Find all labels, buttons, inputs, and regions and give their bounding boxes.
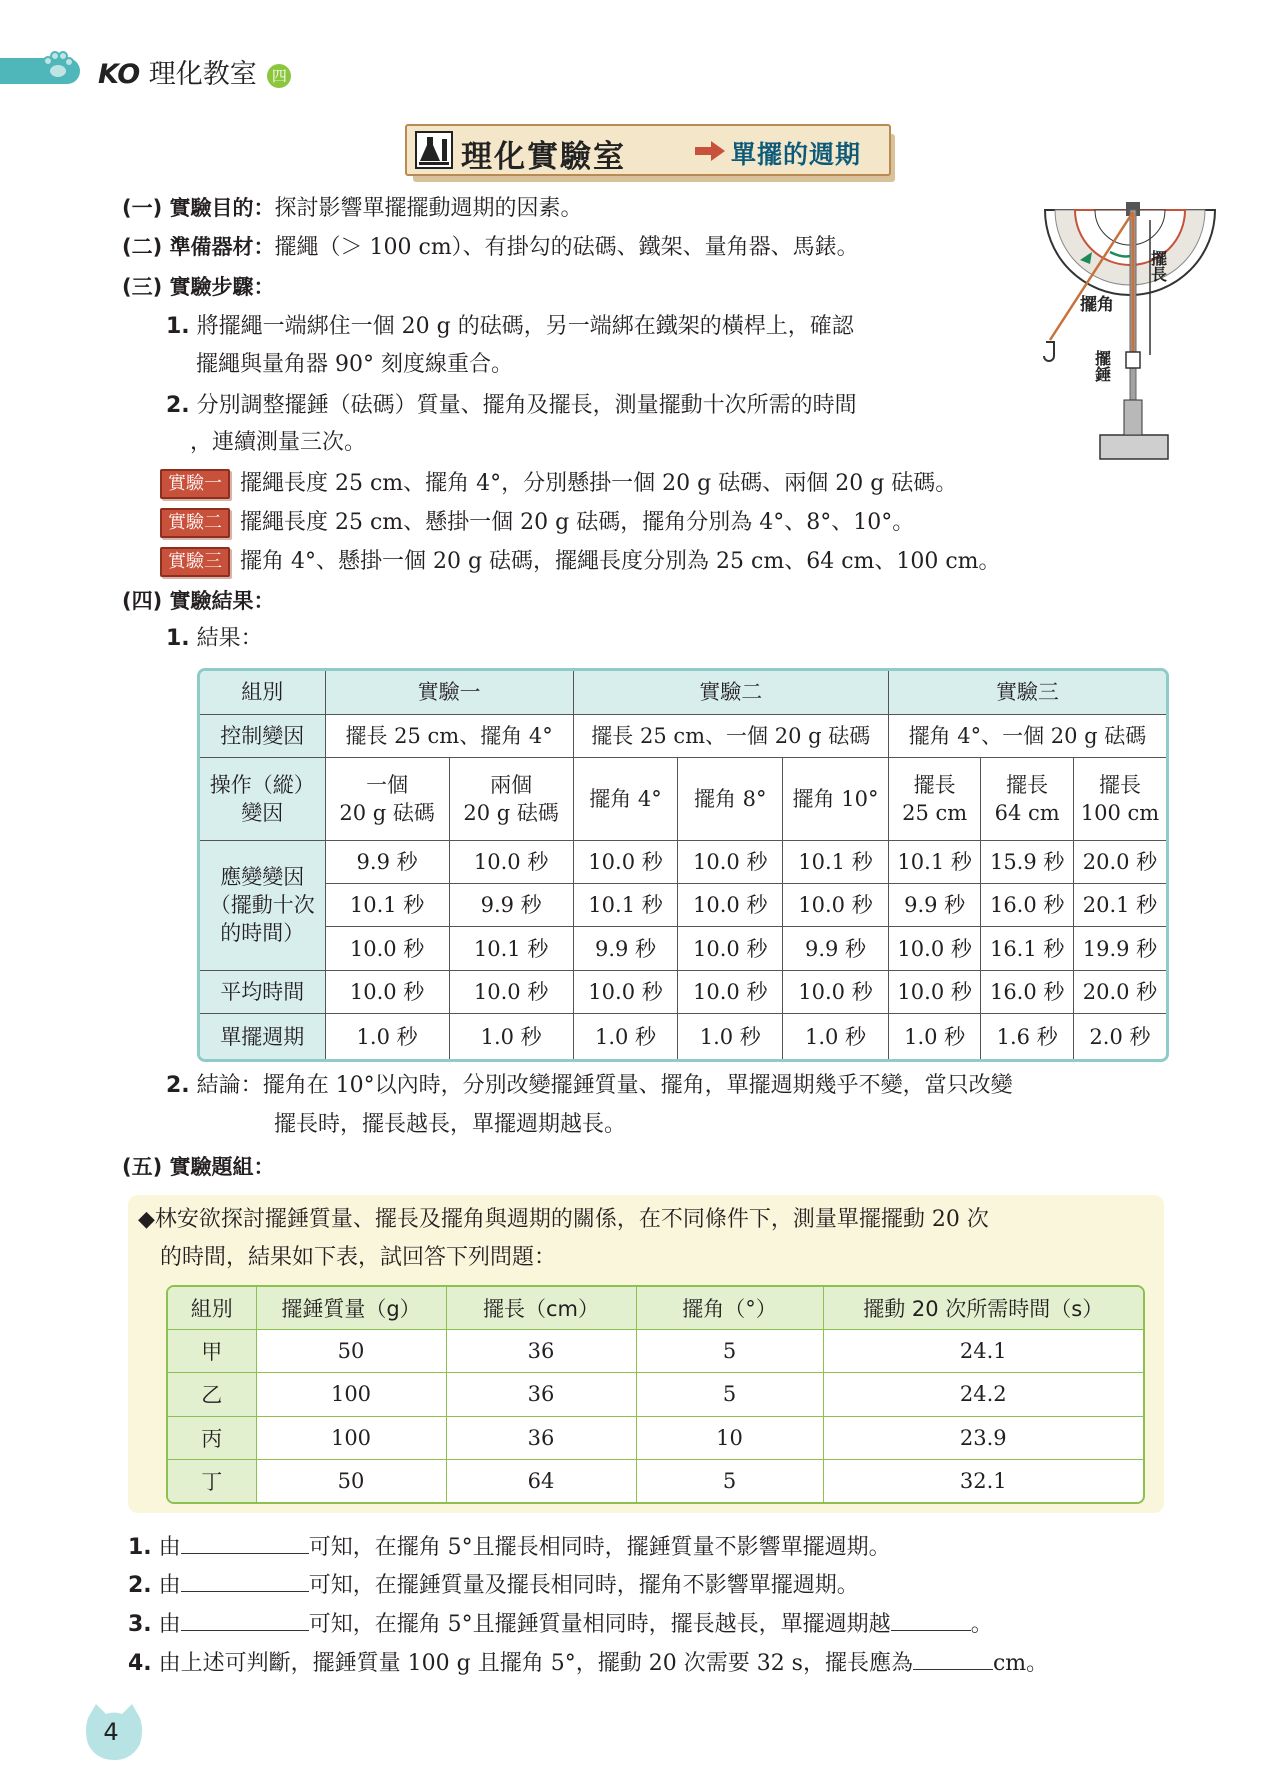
- table-cell: 16.0 秒: [981, 884, 1074, 927]
- section-purpose-text: 探討影響單擺擺動週期的因素。: [274, 196, 583, 221]
- table-cell: 100: [256, 1416, 446, 1459]
- experiment-1: 實驗一 擺繩長度 25 cm、擺角 4°，分別懸掛一個 20 g 砝碼、兩個 20 g 砝碼。: [160, 469, 957, 499]
- question-4: 4. 由上述可判斷，擺錘質量 100 g 且擺角 5°，擺動 20 次需要 32 s，擺長應為 cm。: [128, 1645, 1048, 1679]
- table-row-label: 操作（縱） 變因: [200, 758, 325, 841]
- step-2: 2. 分別調整擺錘（砝碼）質量、擺角及擺長，測量擺動十次所需的時間: [166, 393, 857, 418]
- section-exercise: [122, 1152, 275, 1183]
- section-materials-text: 擺繩（＞ 100 cm）、有掛勾的砝碼、鐵架、量角器、馬錶。: [274, 235, 859, 260]
- table-cell: 擺長 25 cm、擺角 4°: [325, 714, 573, 757]
- banner-subtitle: 單擺的週期: [731, 140, 862, 169]
- table-row: [168, 1459, 1143, 1502]
- lab-flask-icon: [415, 131, 453, 169]
- table-cell: 64: [446, 1459, 636, 1502]
- table-row: [200, 1014, 1166, 1059]
- banner-box: [405, 124, 891, 176]
- table-header: 擺角（°）: [636, 1287, 823, 1330]
- table-cell: 5: [636, 1373, 823, 1416]
- table-cell: 10.0 秒: [573, 840, 678, 883]
- table-cell: 24.2: [823, 1373, 1143, 1416]
- table-cell: 9.9 秒: [888, 884, 981, 927]
- table-cell: 10.1 秒: [888, 840, 981, 883]
- table-cell: 10.0 秒: [783, 884, 889, 927]
- section-purpose: [122, 193, 583, 224]
- exercise-box: [128, 1195, 1164, 1513]
- table-cell: 10.1 秒: [783, 840, 889, 883]
- table-cell: 1.0 秒: [783, 1014, 889, 1059]
- section-purpose-label: (一) 實驗目的：: [122, 196, 275, 220]
- table-cell: 10.0 秒: [888, 927, 981, 970]
- table-cell: 擺角 4°、一個 20 g 砝碼: [888, 714, 1166, 757]
- experiment-tag: 實驗三: [160, 547, 230, 577]
- table-row-label: 單擺週期: [200, 1014, 325, 1059]
- table-cell: 50: [256, 1330, 446, 1373]
- table-cell: 甲: [168, 1330, 256, 1373]
- arrow-right-icon: [693, 140, 727, 162]
- table-row: [200, 840, 1166, 883]
- table-cell: 乙: [168, 1373, 256, 1416]
- section-steps: [122, 272, 275, 303]
- answer-blank[interactable]: [181, 1529, 309, 1554]
- exercise-table: [166, 1285, 1145, 1504]
- table-cell: 9.9 秒: [573, 927, 678, 970]
- table-cell: 20.1 秒: [1073, 884, 1166, 927]
- table-cell: 1.6 秒: [981, 1014, 1074, 1059]
- table-cell: 36: [446, 1330, 636, 1373]
- table-cell: 36: [446, 1373, 636, 1416]
- step-1: 1. 將擺繩一端綁住一個 20 g 的砝碼，另一端綁在鐵架的橫桿上，確認: [166, 314, 854, 339]
- figure-label-bob: 擺錘: [1092, 350, 1112, 382]
- table-row-label: 控制變因: [200, 714, 325, 757]
- table-header: 擺錘質量（g）: [256, 1287, 446, 1330]
- table-cell: 10.0 秒: [449, 840, 573, 883]
- table-cell: 10.1 秒: [449, 927, 573, 970]
- table-cell: 32.1: [823, 1459, 1143, 1502]
- table-row-label: 平均時間: [200, 970, 325, 1013]
- table-row: [200, 758, 1166, 841]
- table-cell: 9.9 秒: [449, 884, 573, 927]
- banner-title: 理化實驗室: [461, 139, 626, 175]
- section-banner: [405, 124, 895, 182]
- table-cell: 10.0 秒: [678, 927, 783, 970]
- experiment-tag: 實驗二: [160, 508, 230, 538]
- table-row: [168, 1373, 1143, 1416]
- table-header: 組別: [200, 671, 325, 714]
- result-table: [197, 668, 1169, 1062]
- table-cell: 20.0 秒: [1073, 970, 1166, 1013]
- table-cell: 23.9: [823, 1416, 1143, 1459]
- table-cell: 19.9 秒: [1073, 927, 1166, 970]
- table-row: [200, 884, 1166, 927]
- table-cell: 1.0 秒: [888, 1014, 981, 1059]
- table-cell: 擺長 64 cm: [981, 758, 1074, 841]
- question-3: 3. 由 可知，在擺角 5°且擺錘質量相同時，擺長越長，單擺週期越 。: [128, 1606, 993, 1640]
- table-header: 實驗二: [573, 671, 888, 714]
- figure-label-angle: 擺角: [1080, 295, 1114, 315]
- brand-logo: KO: [98, 59, 141, 90]
- table-cell: 36: [446, 1416, 636, 1459]
- section-steps-label: (三) 實驗步驟：: [122, 275, 275, 299]
- table-row-label: 應變變因 （擺動十次 的時間）: [200, 840, 325, 970]
- table-header: 組別: [168, 1287, 256, 1330]
- table-cell: 一個 20 g 砝碼: [325, 758, 449, 841]
- table-cell: 5: [636, 1330, 823, 1373]
- table-cell: 10.0 秒: [325, 927, 449, 970]
- step-1-cont: 擺繩與量角器 90° 刻度線重合。: [196, 352, 513, 377]
- table-cell: 1.0 秒: [449, 1014, 573, 1059]
- table-cell: 1.0 秒: [573, 1014, 678, 1059]
- table-cell: 5: [636, 1459, 823, 1502]
- exercise-question: ◆林安欲探討擺錘質量、擺長及擺角與週期的關係，在不同條件下，測量單擺擺動 20 次 的時間，結果如下表，試回答下列問題：: [138, 1207, 989, 1270]
- table-row: [200, 927, 1166, 970]
- header-title-text: 理化教室: [148, 59, 257, 90]
- table-cell: 16.0 秒: [981, 970, 1074, 1013]
- pendulum-apparatus-figure: [1040, 200, 1225, 465]
- table-cell: 擺長 25 cm、一個 20 g 砝碼: [573, 714, 888, 757]
- conclusion-text: 擺角在 10°以內時，分別改變擺錘質量、擺角，單擺週期幾乎不變，當只改變: [262, 1073, 1013, 1098]
- table-cell: 擺角 8°: [678, 758, 783, 841]
- table-cell: 10.0 秒: [783, 970, 889, 1013]
- section-materials-label: (二) 準備器材：: [122, 235, 275, 259]
- table-cell: 丙: [168, 1416, 256, 1459]
- table-cell: 20.0 秒: [1073, 840, 1166, 883]
- result-heading: 1. 結果：: [166, 626, 263, 651]
- table-cell: 10.1 秒: [573, 884, 678, 927]
- table-cell: 擺角 4°: [573, 758, 678, 841]
- table-header: 實驗一: [325, 671, 573, 714]
- table-cell: 16.1 秒: [981, 927, 1074, 970]
- table-cell: 擺角 10°: [783, 758, 889, 841]
- header-title: [98, 52, 291, 91]
- section-exercise-label: (五) 實驗題組：: [122, 1155, 275, 1179]
- table-cell: 10.0 秒: [888, 970, 981, 1013]
- table-cell: 15.9 秒: [981, 840, 1074, 883]
- experiment-2: 實驗二 擺繩長度 25 cm、懸掛一個 20 g 砝碼，擺角分別為 4°、8°、10°。: [160, 508, 914, 538]
- table-cell: 兩個 20 g 砝碼: [449, 758, 573, 841]
- table-cell: 10.0 秒: [325, 970, 449, 1013]
- answer-blank[interactable]: [181, 1606, 309, 1631]
- table-cell: 100: [256, 1373, 446, 1416]
- table-cell: 24.1: [823, 1330, 1143, 1373]
- table-cell: 9.9 秒: [783, 927, 889, 970]
- paw-icon: [40, 48, 76, 84]
- diamond-bullet-icon: ◆: [138, 1207, 155, 1232]
- figure-label-length: 擺長: [1148, 250, 1168, 282]
- table-row: [168, 1287, 1143, 1330]
- table-cell: 9.9 秒: [325, 840, 449, 883]
- answer-blank[interactable]: [913, 1645, 993, 1670]
- question-2: 2. 由 可知，在擺錘質量及擺長相同時，擺角不影響單擺週期。: [128, 1567, 859, 1601]
- table-row: [200, 671, 1166, 714]
- answer-blank[interactable]: [891, 1606, 971, 1631]
- table-cell: 10.0 秒: [449, 970, 573, 1013]
- page-number: 4: [103, 1718, 119, 1746]
- table-cell: 50: [256, 1459, 446, 1502]
- conclusion-label: 結論：: [196, 1073, 263, 1098]
- table-cell: 擺長 100 cm: [1073, 758, 1166, 841]
- question-1: 1. 由 可知，在擺角 5°且擺長相同時，擺錘質量不影響單擺週期。: [128, 1529, 891, 1563]
- table-cell: 10: [636, 1416, 823, 1459]
- table-cell: 10.1 秒: [325, 884, 449, 927]
- answer-blank[interactable]: [181, 1567, 309, 1592]
- table-cell: 1.0 秒: [325, 1014, 449, 1059]
- table-row: [200, 714, 1166, 757]
- table-cell: 擺長 25 cm: [888, 758, 981, 841]
- table-header: 擺動 20 次所需時間（s）: [823, 1287, 1143, 1330]
- section-results: [122, 586, 275, 617]
- section-results-label: (四) 實驗結果：: [122, 589, 275, 613]
- table-row: [168, 1416, 1143, 1459]
- table-header: 擺長（cm）: [446, 1287, 636, 1330]
- table-row: [168, 1330, 1143, 1373]
- table-cell: 1.0 秒: [678, 1014, 783, 1059]
- table-header: 實驗三: [888, 671, 1166, 714]
- conclusion-cont: 擺長時，擺長越長，單擺週期越長。: [274, 1112, 627, 1137]
- volume-badge: 四: [267, 64, 291, 88]
- conclusion: 2. 結論：擺角在 10°以內時，分別改變擺錘質量、擺角，單擺週期幾乎不變，當只改變: [166, 1073, 1013, 1098]
- step-2-cont: ，連續測量三次。: [190, 430, 367, 455]
- experiment-3: 實驗三 擺角 4°、懸掛一個 20 g 砝碼，擺繩長度分別為 25 cm、64 cm、100 cm。: [160, 547, 1001, 577]
- experiment-tag: 實驗一: [160, 469, 230, 499]
- table-cell: 10.0 秒: [678, 970, 783, 1013]
- table-row: [200, 970, 1166, 1013]
- table-cell: 丁: [168, 1459, 256, 1502]
- table-cell: 10.0 秒: [678, 840, 783, 883]
- section-materials: [122, 232, 859, 263]
- table-cell: 2.0 秒: [1073, 1014, 1166, 1059]
- table-cell: 10.0 秒: [573, 970, 678, 1013]
- table-cell: 10.0 秒: [678, 884, 783, 927]
